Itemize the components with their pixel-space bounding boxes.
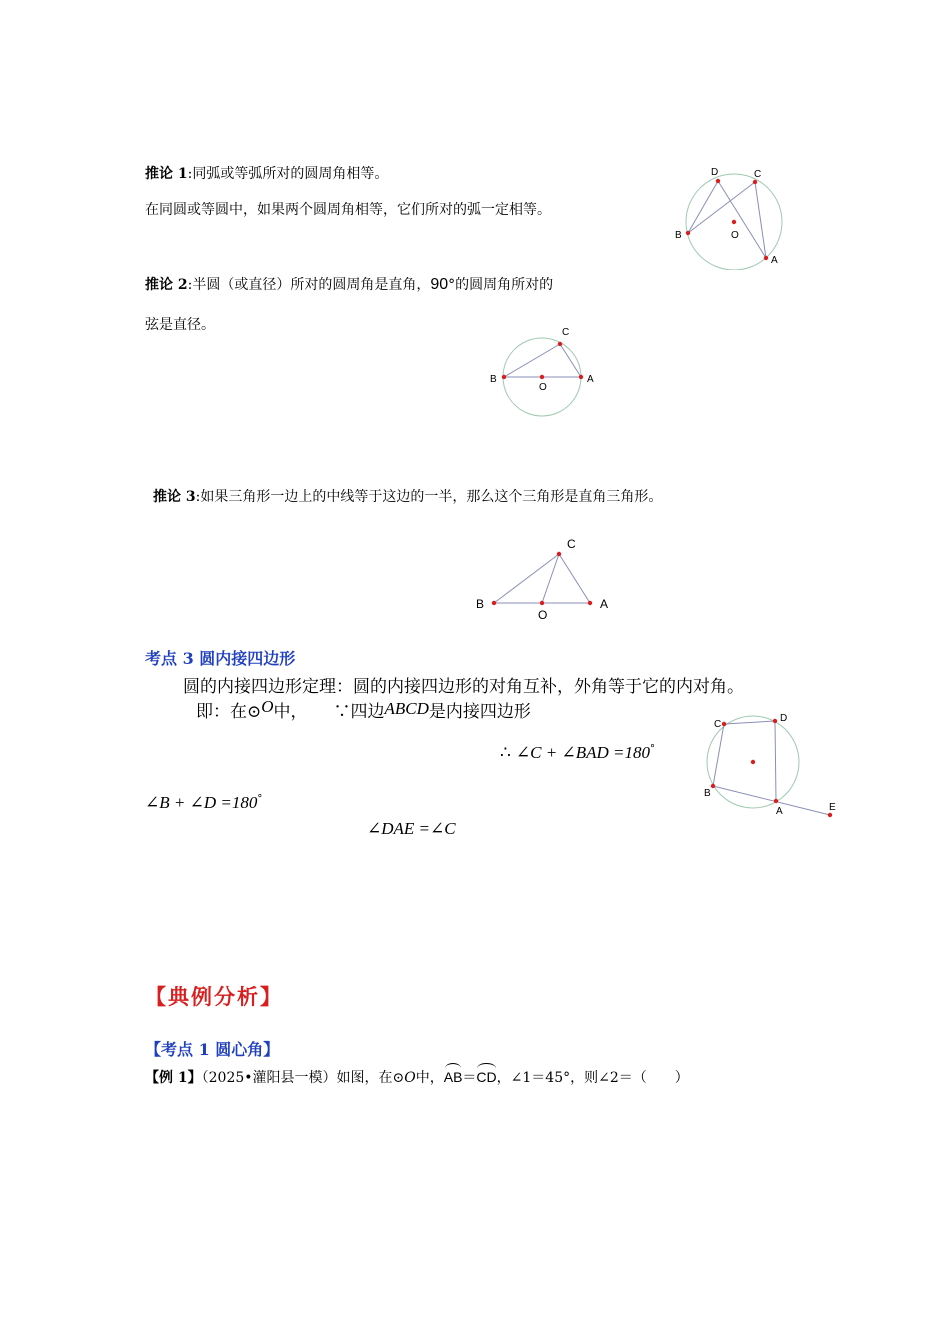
- example-1-line: 【例 1】（2025•灌阳县一模）如图，在⊙O中，AB＝CD，∠1＝45°，则∠2＝（ ）: [145, 1069, 689, 1086]
- figure-corollary-1: [668, 160, 793, 270]
- examples-heading: 【典例分析】: [145, 984, 283, 1009]
- label-O: O: [731, 230, 739, 241]
- figure-corollary-3: [465, 530, 620, 625]
- example-1-label: 【例 1】: [145, 1070, 202, 1086]
- corollary-1-line2: 在同圆或等圆中，如果两个圆周角相等，它们所对的弧一定相等。: [145, 202, 551, 218]
- equation-3: ∠DAE =∠C: [367, 819, 456, 838]
- figure-inscribed-quadrilateral: [700, 706, 845, 821]
- corollary-2-title: 推论 2: [145, 277, 188, 293]
- label-B: B: [490, 374, 497, 385]
- because-symbol: ∵: [333, 702, 351, 722]
- label-D: D: [780, 713, 788, 724]
- label-A: A: [771, 255, 778, 266]
- label-A: A: [587, 374, 594, 385]
- arc-ab: AB: [443, 1069, 463, 1085]
- subsection-heading: 【考点 1 圆心角】: [145, 1040, 280, 1059]
- corollary-1-line: 推论 1:同弧或等弧所对的圆周角相等。: [145, 166, 389, 182]
- arc-cd: CD: [476, 1069, 497, 1085]
- figure-corollary-2: [485, 320, 600, 420]
- equation-2: ∠B + ∠D =180°: [145, 793, 263, 812]
- label-A: A: [600, 597, 609, 611]
- label-C: C: [714, 719, 722, 730]
- label-D: D: [711, 167, 719, 178]
- label-B: B: [675, 230, 682, 241]
- therefore-symbol: ∴: [500, 743, 511, 763]
- label-O: O: [539, 382, 547, 393]
- theorem-text: 圆的内接四边形定理：圆的内接四边形的对角互补，外角等于它的内对角。: [183, 677, 744, 697]
- circle-symbol: ⊙: [247, 702, 262, 722]
- corollary-3-line: 推论 3:如果三角形一边上的中线等于这边的一半，那么这个三角形是直角三角形。: [153, 489, 663, 505]
- label-O: O: [538, 608, 548, 622]
- equation-1: ∴ ∠C + ∠BAD =180°: [500, 743, 655, 763]
- corollary-1-title: 推论 1: [145, 166, 188, 182]
- corollary-2-line: 推论 2:半圆（或直径）所对的圆周角是直角，90°的圆周角所对的: [145, 276, 554, 293]
- label-C: C: [562, 327, 570, 338]
- condition-line: 即：在⊙O中， ∵四边ABCD是内接四边形: [196, 697, 531, 722]
- corollary-2-line2: 弦是直径。: [145, 317, 215, 333]
- label-A: A: [776, 806, 783, 817]
- label-B: B: [704, 788, 711, 799]
- corollary-3-text: 如果三角形一边上的中线等于这边的一半，那么这个三角形是直角三角形。: [200, 489, 663, 505]
- corollary-3-title: 推论 3: [153, 489, 196, 505]
- label-C: C: [567, 537, 576, 551]
- corollary-1-text: 同弧或等弧所对的圆周角相等。: [192, 166, 389, 182]
- section-heading-k3: 考点 3 圆内接四边形: [145, 649, 296, 668]
- label-E: E: [829, 802, 836, 813]
- label-C: C: [754, 169, 762, 180]
- label-B: B: [476, 597, 485, 611]
